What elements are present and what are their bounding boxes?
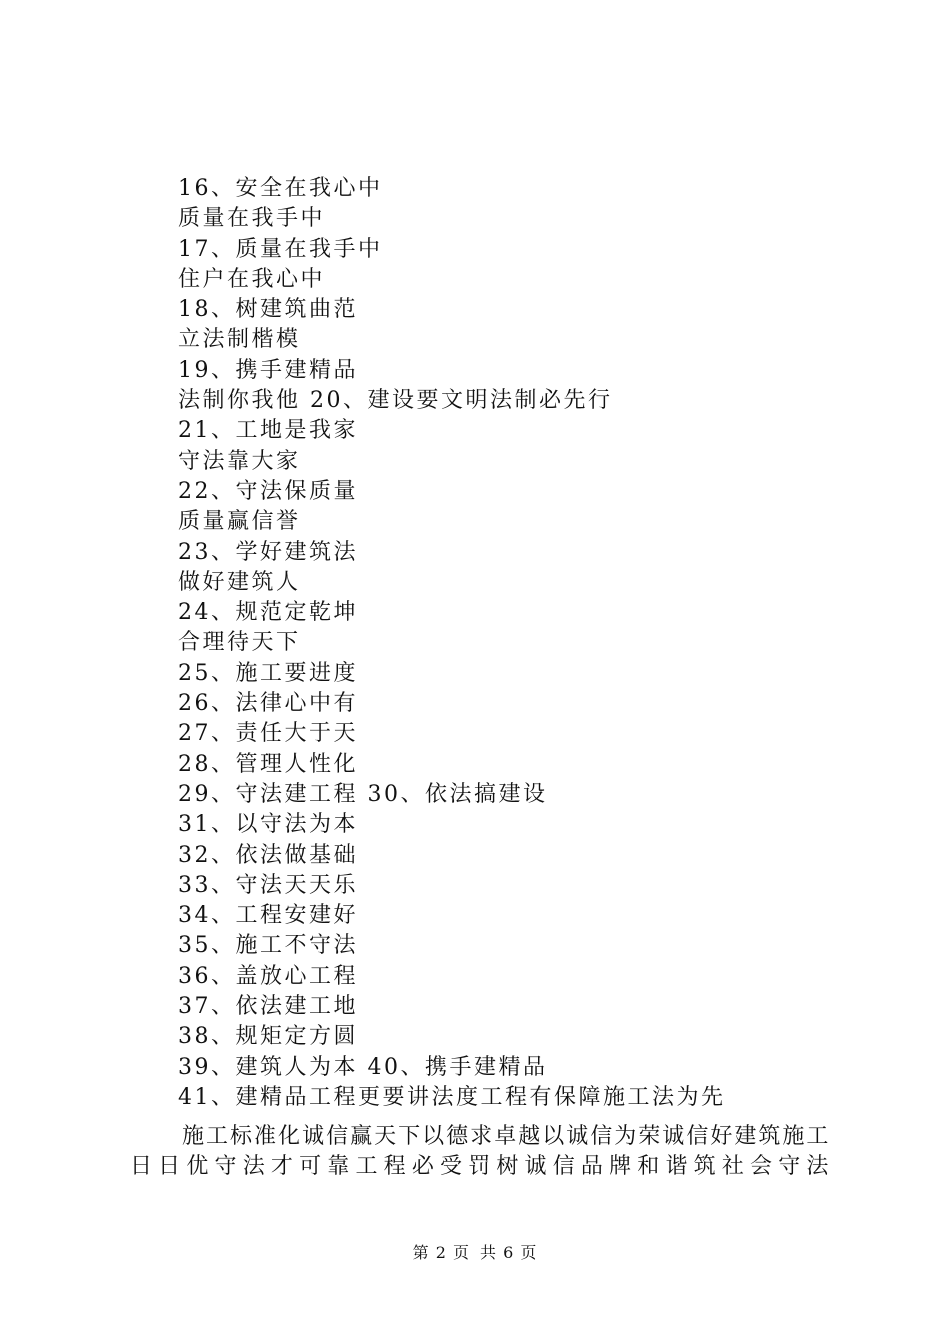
slogan-line: 16、安全在我心中 [178,176,383,201]
slogan-line: 22、守法保质量 [178,478,358,504]
slogan-line: 合理待天下 [178,630,301,656]
slogan-line: 17、质量在我手中 [178,236,383,262]
closing-paragraph: 施工标准化诚信赢天下以德求卓越以诚信为荣诚信好建筑施工日日优守法才可靠工程必受罚树诚信品牌和谐筑社会守法 [130,1124,830,1180]
slogan-line: 37、依法建工地 [178,994,358,1020]
slogan-line: 做好建筑人 [178,569,301,595]
slogan-line: 41、建精品工程更要讲法度工程有保障施工法为先 [178,1084,726,1110]
slogan-line: 19、携手建精品 [178,357,358,383]
slogan-line: 38、规矩定方圆 [178,1024,358,1050]
slogan-line: 21、工地是我家 [178,418,358,444]
slogan-line: 25、施工要进度 [178,660,358,686]
slogan-line: 立法制楷模 [178,327,301,353]
slogan-line: 28、管理人性化 [178,751,358,777]
slogan-line: 23、学好建筑法 [178,539,358,565]
page-number: 第 2 页 [412,1243,470,1262]
slogan-line: 住户在我心中 [178,266,326,292]
slogan-line: 法制你我他 20、建设要文明法制必先行 [178,388,613,414]
slogan-line: 34、工程安建好 [178,903,358,929]
slogan-line: 24、规范定乾坤 [178,600,358,626]
slogan-line: 质量在我手中 [178,206,326,232]
slogan-line: 36、盖放心工程 [178,963,358,989]
slogan-line: 守法靠大家 [178,448,301,474]
slogan-line: 质量赢信誉 [178,509,301,535]
slogan-line: 39、建筑人为本 40、携手建精品 [178,1054,548,1080]
page-total: 共 6 页 [480,1243,538,1262]
slogan-line: 27、责任大于天 [178,721,358,747]
slogan-line: 31、以守法为本 [178,812,358,838]
page-footer [0,1240,950,1263]
slogan-list [178,174,878,1113]
slogan-line: 32、依法做基础 [178,842,358,868]
slogan-line: 35、施工不守法 [178,933,358,959]
slogan-line: 29、守法建工程 30、依法搞建设 [178,781,548,807]
slogan-line: 18、树建筑曲范 [178,297,358,323]
slogan-line: 33、守法天天乐 [178,872,358,898]
slogan-line: 26、法律心中有 [178,691,358,717]
